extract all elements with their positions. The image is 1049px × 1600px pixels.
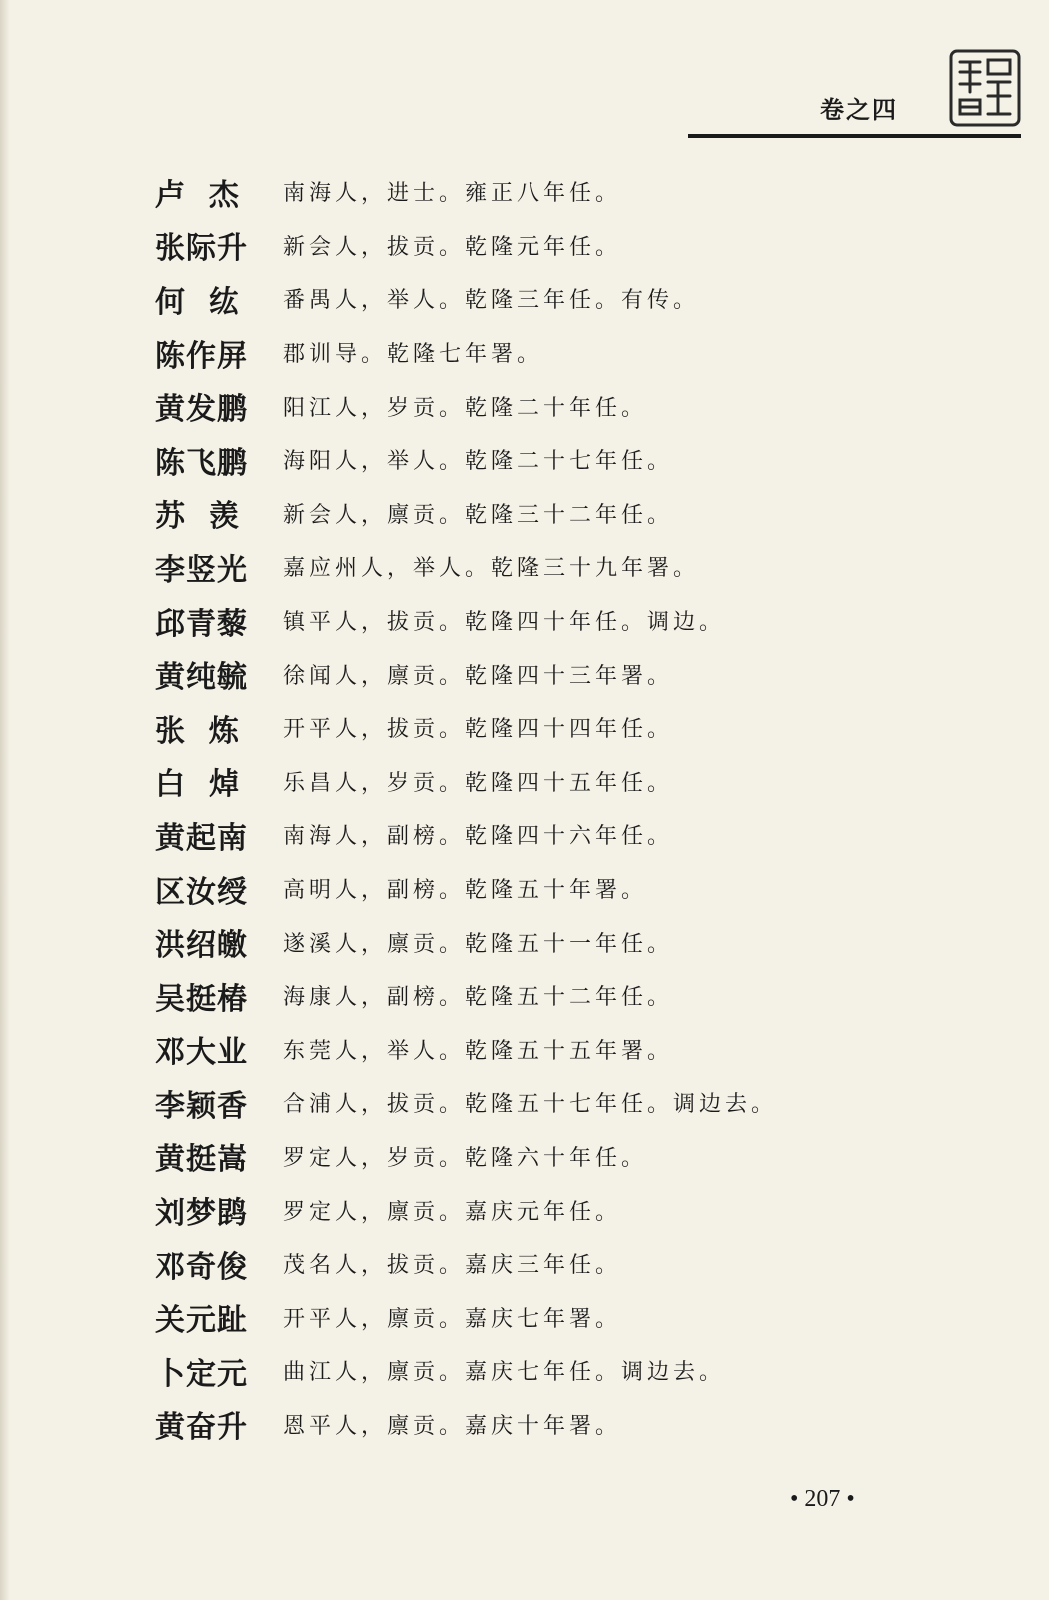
official-description: 合浦人，拔贡。乾隆五十七年任。调边去。: [283, 1092, 778, 1118]
official-description: 高明人，副榜。乾隆五十年署。: [283, 878, 648, 904]
official-name: 黄挺嵩: [155, 1142, 248, 1178]
official-name: 李竖光: [155, 552, 248, 588]
official-description: 番禺人，举人。乾隆三年任。有传。: [283, 288, 700, 314]
list-item: [155, 1183, 1015, 1237]
official-name: 陈作屏: [155, 338, 248, 374]
official-name: 邓奇俊: [155, 1249, 248, 1285]
official-name: 黄发鹏: [155, 392, 248, 428]
official-description: 茂名人，拔贡。嘉庆三年任。: [283, 1253, 622, 1279]
official-name: 白 焯: [155, 767, 240, 803]
official-description: 南海人，副榜。乾隆四十六年任。: [283, 824, 674, 850]
official-description: 乐昌人，岁贡。乾隆四十五年任。: [283, 770, 674, 796]
list-item: [155, 433, 1015, 487]
list-item: [155, 326, 1015, 380]
official-description: 南海人，进士。雍正八年任。: [283, 181, 622, 207]
official-description: 罗定人，廪贡。嘉庆元年任。: [283, 1199, 622, 1225]
official-description: 遂溪人，廪贡。乾隆五十一年任。: [283, 931, 674, 957]
official-name: 刘梦鹍: [155, 1196, 248, 1232]
official-name: 卢 杰: [155, 177, 240, 213]
official-name: 苏 羡: [155, 499, 240, 535]
official-description: 开平人，拔贡。乾隆四十四年任。: [283, 717, 674, 743]
list-item: [155, 1290, 1015, 1344]
list-item: [155, 701, 1015, 755]
official-description: 郡训导。乾隆七年署。: [283, 342, 544, 368]
page-binding-edge: [0, 0, 10, 1600]
official-name: 何 纮: [155, 284, 240, 320]
official-description: 恩平人，廪贡。嘉庆十年署。: [283, 1413, 622, 1439]
official-name: 邓大业: [155, 1035, 248, 1071]
list-item: [155, 272, 1015, 326]
official-name: 陈飞鹏: [155, 445, 248, 481]
list-item: [155, 862, 1015, 916]
official-description: 曲江人，廪贡。嘉庆七年任。调边去。: [283, 1360, 726, 1386]
official-name: 吴挺椿: [155, 981, 248, 1017]
page-number: • 207 •: [790, 1486, 855, 1512]
list-item: [155, 594, 1015, 648]
official-name: 张 炼: [155, 713, 240, 749]
list-item: [155, 379, 1015, 433]
official-description: 海康人，副榜。乾隆五十二年任。: [283, 985, 674, 1011]
official-name: 区汝绶: [155, 874, 248, 910]
official-description: 东莞人，举人。乾隆五十五年署。: [283, 1038, 674, 1064]
official-description: 新会人，廪贡。乾隆三十二年任。: [283, 502, 674, 528]
official-description: 镇平人，拔贡。乾隆四十年任。调边。: [283, 610, 726, 636]
list-item: [155, 540, 1015, 594]
official-description: 罗定人，岁贡。乾隆六十年任。: [283, 1145, 648, 1171]
list-item: [155, 1344, 1015, 1398]
official-name: 邱青藜: [155, 606, 248, 642]
official-description: 嘉应州人，举人。乾隆三十九年署。: [283, 556, 700, 582]
official-description: 海阳人，举人。乾隆二十七年任。: [283, 449, 674, 475]
seal-stamp-icon: [948, 48, 1022, 128]
official-description: 阳江人，岁贡。乾隆二十年任。: [283, 395, 648, 421]
list-item: [155, 1237, 1015, 1291]
official-name: 张际升: [155, 231, 248, 267]
official-name: 黄奋升: [155, 1410, 248, 1446]
list-item: [155, 915, 1015, 969]
official-name: 李颖香: [155, 1088, 248, 1124]
official-description: 开平人，廪贡。嘉庆七年署。: [283, 1306, 622, 1332]
list-item: [155, 1076, 1015, 1130]
volume-title: 卷之四: [820, 96, 898, 124]
list-item: [155, 219, 1015, 273]
list-item: [155, 1398, 1015, 1452]
official-name: 黄纯毓: [155, 660, 248, 696]
official-description: 新会人，拔贡。乾隆元年任。: [283, 234, 622, 260]
list-item: [155, 1023, 1015, 1077]
list-item: [155, 165, 1015, 219]
list-item: [155, 808, 1015, 862]
official-name: 卜定元: [155, 1356, 248, 1392]
official-name: 黄起南: [155, 820, 248, 856]
official-name: 关元趾: [155, 1303, 248, 1339]
header-rule: [688, 134, 1021, 138]
official-list: [155, 165, 1015, 1451]
official-name: 洪绍皦: [155, 928, 248, 964]
list-item: [155, 1130, 1015, 1184]
list-item: [155, 755, 1015, 809]
list-item: [155, 647, 1015, 701]
list-item: [155, 487, 1015, 541]
official-description: 徐闻人，廪贡。乾隆四十三年署。: [283, 663, 674, 689]
list-item: [155, 969, 1015, 1023]
